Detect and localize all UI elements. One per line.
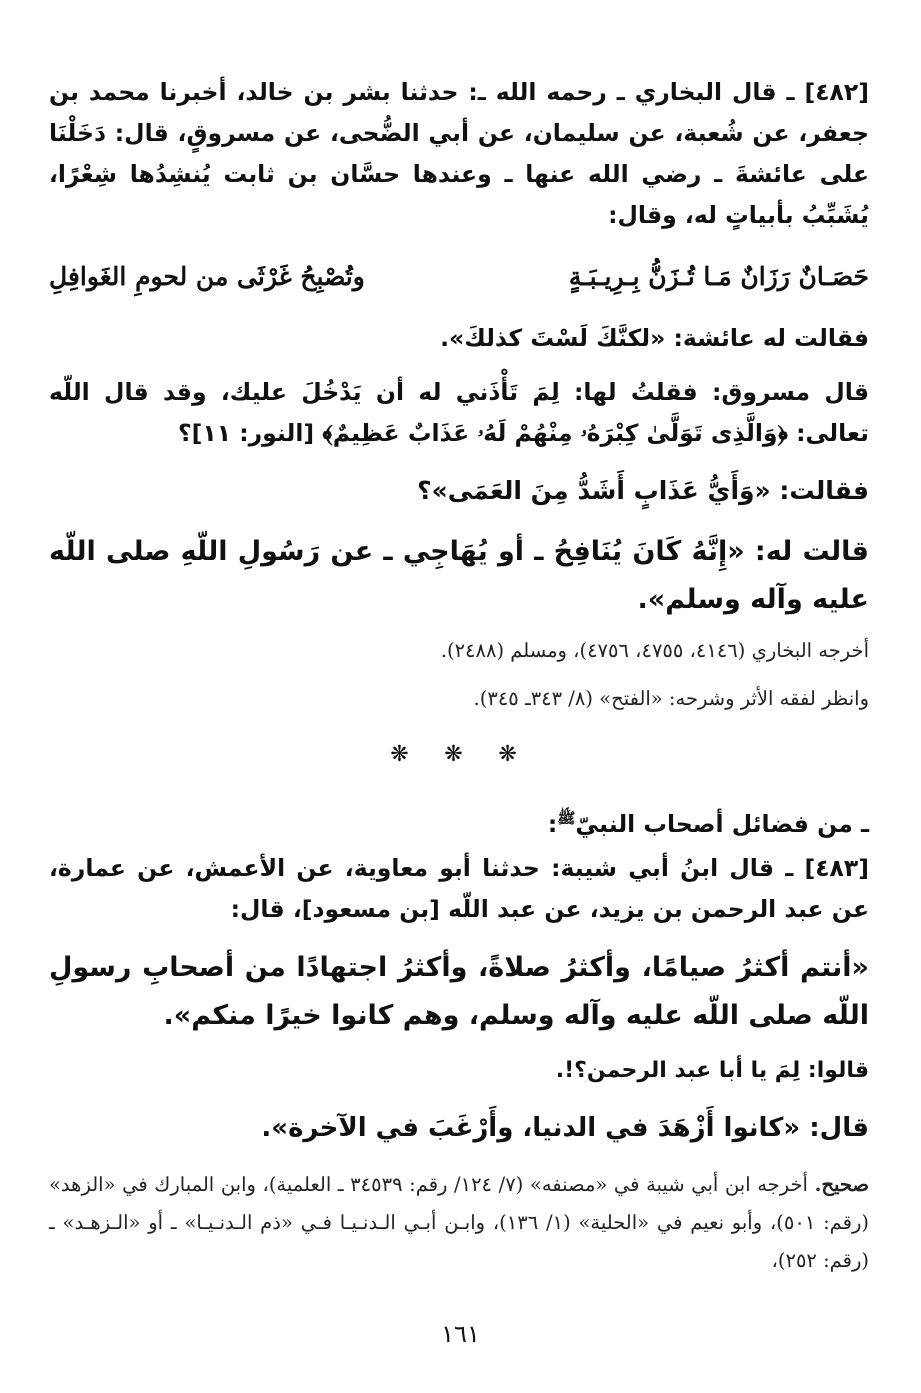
grade-label: صحيح. — [814, 1173, 869, 1196]
verse-first-hemistich: حَصَـانٌ رَزَانٌ مَـا تُـزَنُّ بِـرِيـبَـةٍ — [568, 262, 869, 291]
verse-second-hemistich: وتُصْبِحُ غَرْثَى من لحومِ الغَوافِلِ — [49, 262, 365, 291]
aisha-reply: فقالت له عائشة: «لكنَّكَ لَسْتَ كذلكَ». — [440, 324, 869, 352]
section-heading-text: ـ من فضائل أصحاب النبيّ — [575, 809, 869, 838]
verse-line — [49, 262, 869, 306]
hadith-482-intro: [٤٨٢] ـ قال البخاري ـ رحمه الله ـ: حدثنا بشر بن خالد، أخبرنا محمد بن جعفر، عن شُعبة، عن سليمان، عن أبي الضُّحى، عن مسروقٍ، قال: دَخَلْنَا على عائشةَ ـ رضي الله عنها ـ وعندها حسَّان بن ثابت يُنشِدُها شِعْرًا، يُشَبِّبُ بأبياتٍ له، وقال: — [49, 78, 869, 229]
section-heading — [49, 798, 869, 845]
salawat-glyph: ﷺ — [557, 809, 576, 827]
hadith-483-intro: [٤٨٣] ـ قال ابنُ أبي شيبة: حدثنا أبو معاوية، عن الأعمش، عن عمارة، عن عبد الرحمن بن يزيد، عن عبد اللّه [بن مسعود]، قال: — [49, 854, 869, 923]
takhrij-line-2: وانظر لفقه الأثر وشرحه: «الفتح» (٨/ ٣٤٣ـ ٣٤٥). — [473, 687, 869, 710]
masruq-question: قال مسروق: فقلتُ لها: لِمَ تَأْذَني له أن يَدْخُلَ عليك، وقد قال اللّه تعالى: ﴿وَالَّذِى تَوَلَّىٰ كِبْرَهُۥ مِنْهُمْ لَهُۥ عَذَابٌ عَظِيمٌ﴾ [النور: ١١]؟ — [49, 378, 869, 447]
hadith-483-takhrij — [49, 1166, 869, 1280]
takhrij-text: أخرجه ابن أبي شيبة في «مصنفه» (٧/ ١٢٤/ رقم: ٣٤٥٣٩ ـ العلمية)، وابن المبارك في «الزهد» (رقم: ٥٠١)، وأبو نعيم في «الحلية» (١/ ١٣٦)، وابـن أبـي الـدنـيـا فـي «ذم الـدنـيـا» ـ أو «الـزهـد» ـ (رقم: ٢٥٢)، — [49, 1173, 870, 1272]
aisha-answer-2: قالت له: «إِنَّهُ كَانَ يُنَافِحُ ـ أو يُهَاجِي ـ عن رَسُولِ اللّهِ صلى اللّه عليه وآله وسلم». — [49, 536, 869, 615]
page-number: ١٦١ — [441, 1320, 480, 1348]
aisha-answer-1: فقالت: «وَأَيُّ عَذَابٍ أَشَدُّ مِنَ العَمَى»؟ — [417, 476, 869, 505]
he-said: قال: «كانوا أَزْهَدَ في الدنيا، وأَرْغَبَ في الآخرة». — [261, 1113, 869, 1143]
hadith-483-quote: «أنتم أكثرُ صيامًا، وأكثرُ صلاةً، وأكثرُ اجتهادًا من أصحابِ رسولِ اللّه صلى اللّه عليه وآله وسلم، وهم كانوا خيرًا منكم». — [49, 952, 869, 1031]
takhrij-line-1: أخرجه البخاري (٤١٤٦، ٤٧٥٥، ٤٧٥٦)، ومسلم (٢٤٨٨). — [440, 639, 869, 662]
section-separator: ❋ ❋ ❋ — [390, 742, 531, 767]
section-heading-colon: : — [547, 809, 558, 838]
they-said: قالوا: لِمَ يا أبا عبد الرحمن؟!. — [555, 1058, 869, 1083]
